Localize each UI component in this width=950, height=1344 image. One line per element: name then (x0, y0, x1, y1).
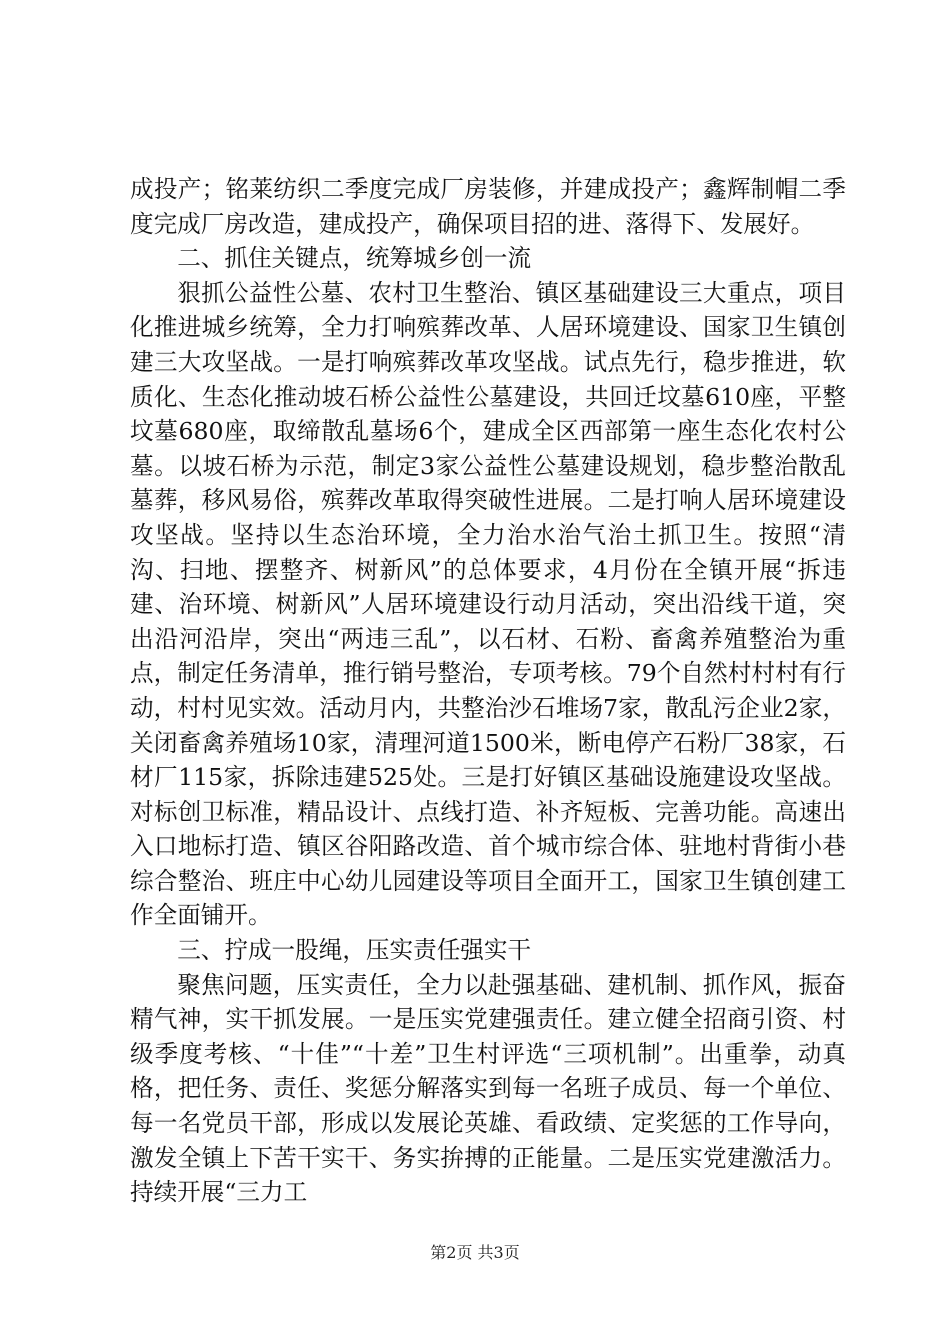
section-heading-3: 三、拧成一股绳，压实责任强实干 (177, 936, 532, 965)
section-heading-2: 二、抓住关键点，统筹城乡创一流 (177, 244, 532, 273)
paragraph: 聚焦问题，压实责任，全力以赴强基础、建机制、抓作风，振奋精气神，实干抓发展。一是压实党建强责任。建立健全招商引资、村级季度考核、“十佳”“十差”卫生村评选“三项机制”。出重拳，动真格，把任务、责任、奖惩分解落实到每一名班子成员、每一个单位、每一名党员干部，形成以发展论英雄、看政绩、定奖惩的工作导向，激发全镇上下苦干实干、务实拚搏的正能量。二是压实党建激活力。持续开展“三力工 (130, 970, 846, 1207)
document-body (130, 172, 846, 1210)
page-footer: 第2页 共3页 (430, 1243, 520, 1262)
paragraph: 狠抓公益性公墓、农村卫生整治、镇区基础建设三大重点，项目化推进城乡统筹，全力打响殡葬改革、人居环境建设、国家卫生镇创建三大攻坚战。一是打响殡葬改革攻坚战。试点先行，稳步推进，软质化、生态化推动坡石桥公益性公墓建设，共回迁坟墓610座，平整坟墓680座，取缔散乱墓场6个，建成全区西部第一座生态化农村公墓。以坡石桥为示范，制定3家公益性公墓建设规划，稳步整治散乱墓葬，移风易俗，殡葬改革取得突破性进展。二是打响人居环境建设攻坚战。坚持以生态治环境，全力治水治气治土抓卫生。按照“清沟、扫地、摆整齐、树新风”的总体要求，4月份在全镇开展“拆违建、治环境、树新风”人居环境建设行动月活动，突出沿线干道，突出沿河沿岸，突出“两违三乱”，以石材、石粉、畜禽养殖整治为重点，制定任务清单，推行销号整治，专项考核。79个自然村村村有行动，村村见实效。活动月内，共整治沙石堆场7家，散乱污企业2家，关闭畜禽养殖场10家，清理河道1500米，断电停产石粉厂38家，石材厂115家，拆除违建525处。三是打好镇区基础设施建设攻坚战。对标创卫标准，精品设计、点线打造、补齐短板、完善功能。高速出入口地标打造、镇区谷阳路改造、首个城市综合体、驻地村背街小巷综合整治、班庄中心幼儿园建设等项目全面开工，国家卫生镇创建工作全面铺开。 (130, 278, 846, 930)
paragraph-continued: 成投产；铭莱纺织二季度完成厂房装修，并建成投产；鑫辉制帽二季度完成厂房改造，建成投产，确保项目招的进、落得下、发展好。 (130, 175, 846, 238)
